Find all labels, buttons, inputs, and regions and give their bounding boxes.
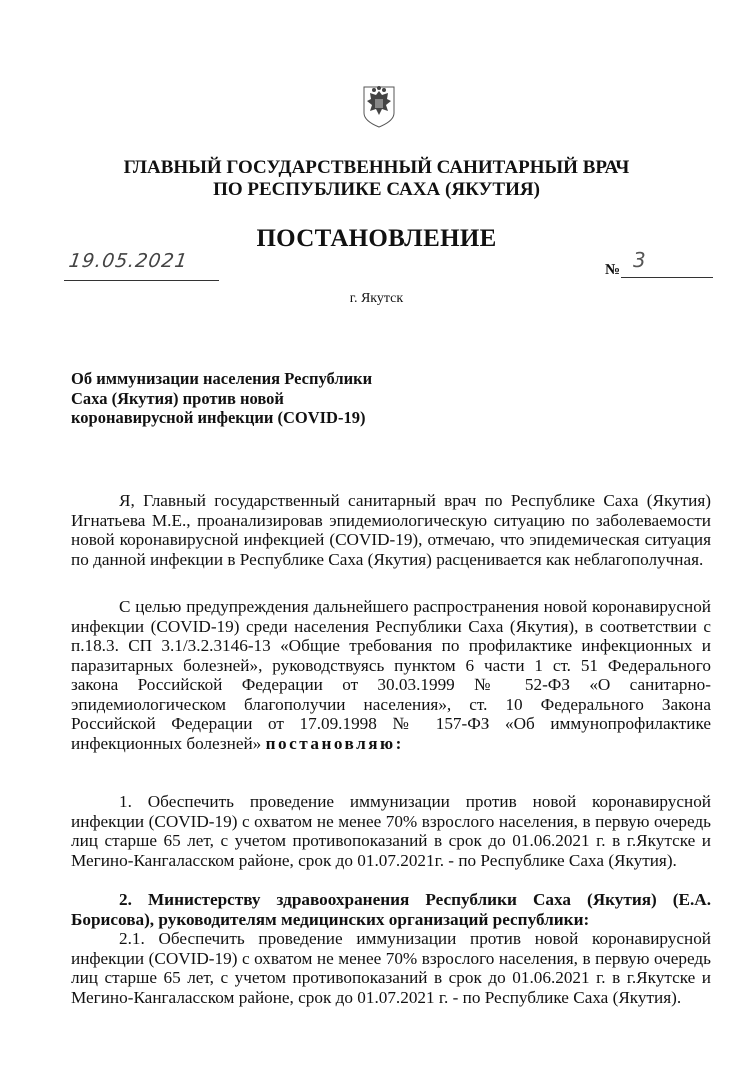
issuer-line-1: ГЛАВНЫЙ ГОСУДАРСТВЕННЫЙ САНИТАРНЫЙ ВРАЧ bbox=[123, 157, 630, 178]
legal-basis-paragraph bbox=[71, 597, 711, 753]
handwritten-date: 19.05.2021 bbox=[67, 250, 190, 272]
item-2 bbox=[71, 890, 711, 1007]
item-text: 1. Обеспечить проведение иммунизации против новой коронавирусной инфекции (COVID-19) с охватом не менее 70% взрослого населения, в первую очередь лиц старше 65 лет, с учетом противопоказаний в срок до 01.06.2021 г. в г.Якутске и Мегино-Кангаласском районе, срок до 01.07.2021г. - по Республике Саха (Якутия). bbox=[71, 792, 711, 870]
item-heading: 2. Министерству здравоохранения Республики Саха (Якутия) (Е.А. Борисова), руководителям медицинских организаций республики: bbox=[71, 890, 711, 929]
preamble-paragraph bbox=[71, 491, 711, 569]
number-label: № bbox=[605, 262, 621, 278]
sub-item-2-1: 2.1. Обеспечить проведение иммунизации против новой коронавирусной инфекции (COVID-19) с охватом не менее 70% взрослого населения, в первую очередь лиц старше 65 лет, с учетом противопоказаний в срок до 01.06.2021 г. в г.Якутске и Мегино-Кангаласском районе, срок до 01.07.2021 г. - по Республике Саха (Якутия). bbox=[71, 929, 711, 1007]
item-1 bbox=[71, 792, 711, 870]
document-subject: Об иммунизации населения Республики Саха (Якутия) против новой коронавирусной инфекции (COVID-19) bbox=[71, 369, 373, 427]
city: г. Якутск bbox=[349, 291, 404, 306]
paragraph-text: Я, Главный государственный санитарный врач по Республике Саха (Якутия) Игнатьева М.Е., проанализировав эпидемиологическую ситуацию по заболеваемости новой коронавирусной инфекцией (COVID-19), отмечаю, что эпидемическая ситуация по данной инфекции в Республике Саха (Якутия) расценивается как неблагополучная. bbox=[71, 491, 711, 569]
date-field bbox=[64, 250, 219, 281]
document-title: ПОСТАНОВЛЕНИЕ bbox=[256, 225, 497, 252]
number-field bbox=[621, 250, 713, 278]
issuer-line-2: ПО РЕСПУБЛИКЕ САХА (ЯКУТИЯ) bbox=[213, 179, 540, 200]
coat-of-arms-icon bbox=[361, 83, 397, 129]
decree-word: постановляю: bbox=[265, 733, 404, 753]
handwritten-number: 3 bbox=[633, 248, 646, 272]
paragraph-text: С целью предупреждения дальнейшего распространения новой коронавирусной инфекции (COVID-19) среди населения Республики Саха (Якутия), в соответствии с п.18.3. СП 3.1/3.2.3146-13 «Общие требования по профилактике инфекционных и паразитарных болезней», руководствуясь пунктом 6 части 1 ст. 51 Федерального закона Российской Федерации от 30.03.1999 № 52-ФЗ «О санитарно-эпидемиологическом благополучии населения», ст. 10 Федерального Закона Российской Федерации от 17.09.1998 № 157-ФЗ «Об иммунопрофилактике инфекционных болезней» bbox=[71, 597, 711, 753]
